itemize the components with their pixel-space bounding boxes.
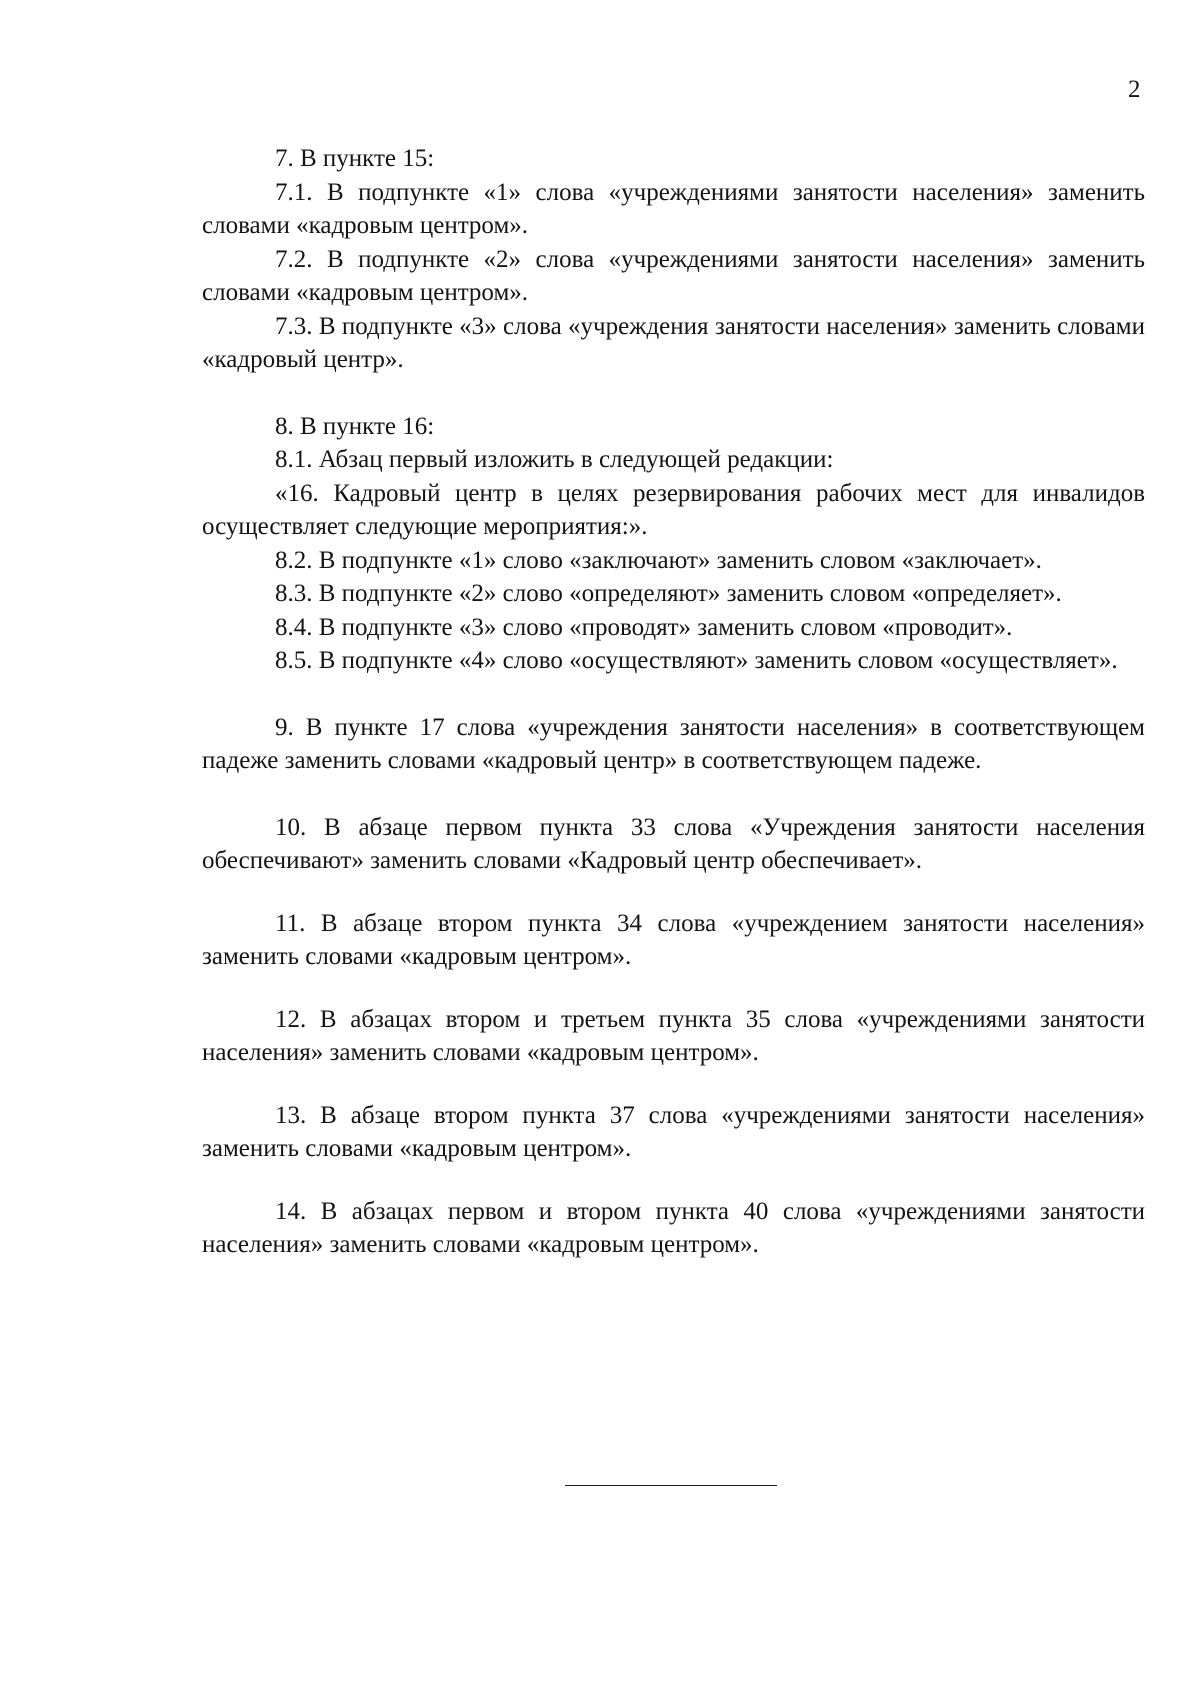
item-10: 10. В абзаце первом пункта 33 слова «Учреждения занятости населения обеспечивают» заменить словами «Кадровый центр обеспечивает». xyxy=(202,813,1145,874)
item-14: 14. В абзацах первом и втором пункта 40 слова «учреждениями занятости населения» заменить словами «кадровым центром». xyxy=(202,1197,1145,1258)
item-7-2: 7.2. В подпункте «2» слова «учреждениями занятости населения» заменить словами «кадровым центром». xyxy=(202,245,1145,306)
item-8-1: 8.1. Абзац первый изложить в следующей редакции: xyxy=(275,446,834,473)
item-9: 9. В пункте 17 слова «учреждения занятости населения» в соответствующем падеже заменить словами «кадровый центр» в соответствующем падеже. xyxy=(202,713,1145,774)
item-8-5: 8.5. В подпункте «4» слово «осуществляют» заменить словом «осуществляет». xyxy=(275,647,1118,674)
item-12: 12. В абзацах втором и третьем пункта 35 слова «учреждениями занятости населения» заменить словами «кадровым центром». xyxy=(202,1005,1145,1066)
item-7-heading: 7. В пункте 15: xyxy=(275,145,435,172)
item-8-4: 8.4. В подпункте «3» слово «проводят» заменить словом «проводит». xyxy=(275,613,1013,641)
item-11: 11. В абзаце втором пункта 34 слова «учреждением занятости населения» заменить словами «кадровым центром». xyxy=(202,909,1145,970)
end-of-document-rule xyxy=(565,1485,777,1486)
item-8-1-quote: «16. Кадровый центр в целях резервирования рабочих мест для инвалидов осуществляет следующие мероприятия:». xyxy=(202,479,1145,540)
page-number: 2 xyxy=(1128,76,1141,103)
item-7-3: 7.3. В подпункте «3» слова «учреждения занятости населения» заменить словами «кадровый центр». xyxy=(202,312,1145,373)
item-8-2: 8.2. В подпункте «1» слово «заключают» заменить словом «заключает». xyxy=(275,546,1042,574)
item-13: 13. В абзаце втором пункта 37 слова «учреждениями занятости населения» заменить словами «кадровым центром». xyxy=(202,1101,1145,1162)
item-8-3: 8.3. В подпункте «2» слово «определяют» заменить словом «определяет». xyxy=(275,580,1062,607)
item-7-1: 7.1. В подпункте «1» слова «учреждениями занятости населения» заменить словами «кадровым центром». xyxy=(202,178,1145,239)
item-8-heading: 8. В пункте 16: xyxy=(275,412,435,440)
document-body xyxy=(202,142,1145,1262)
